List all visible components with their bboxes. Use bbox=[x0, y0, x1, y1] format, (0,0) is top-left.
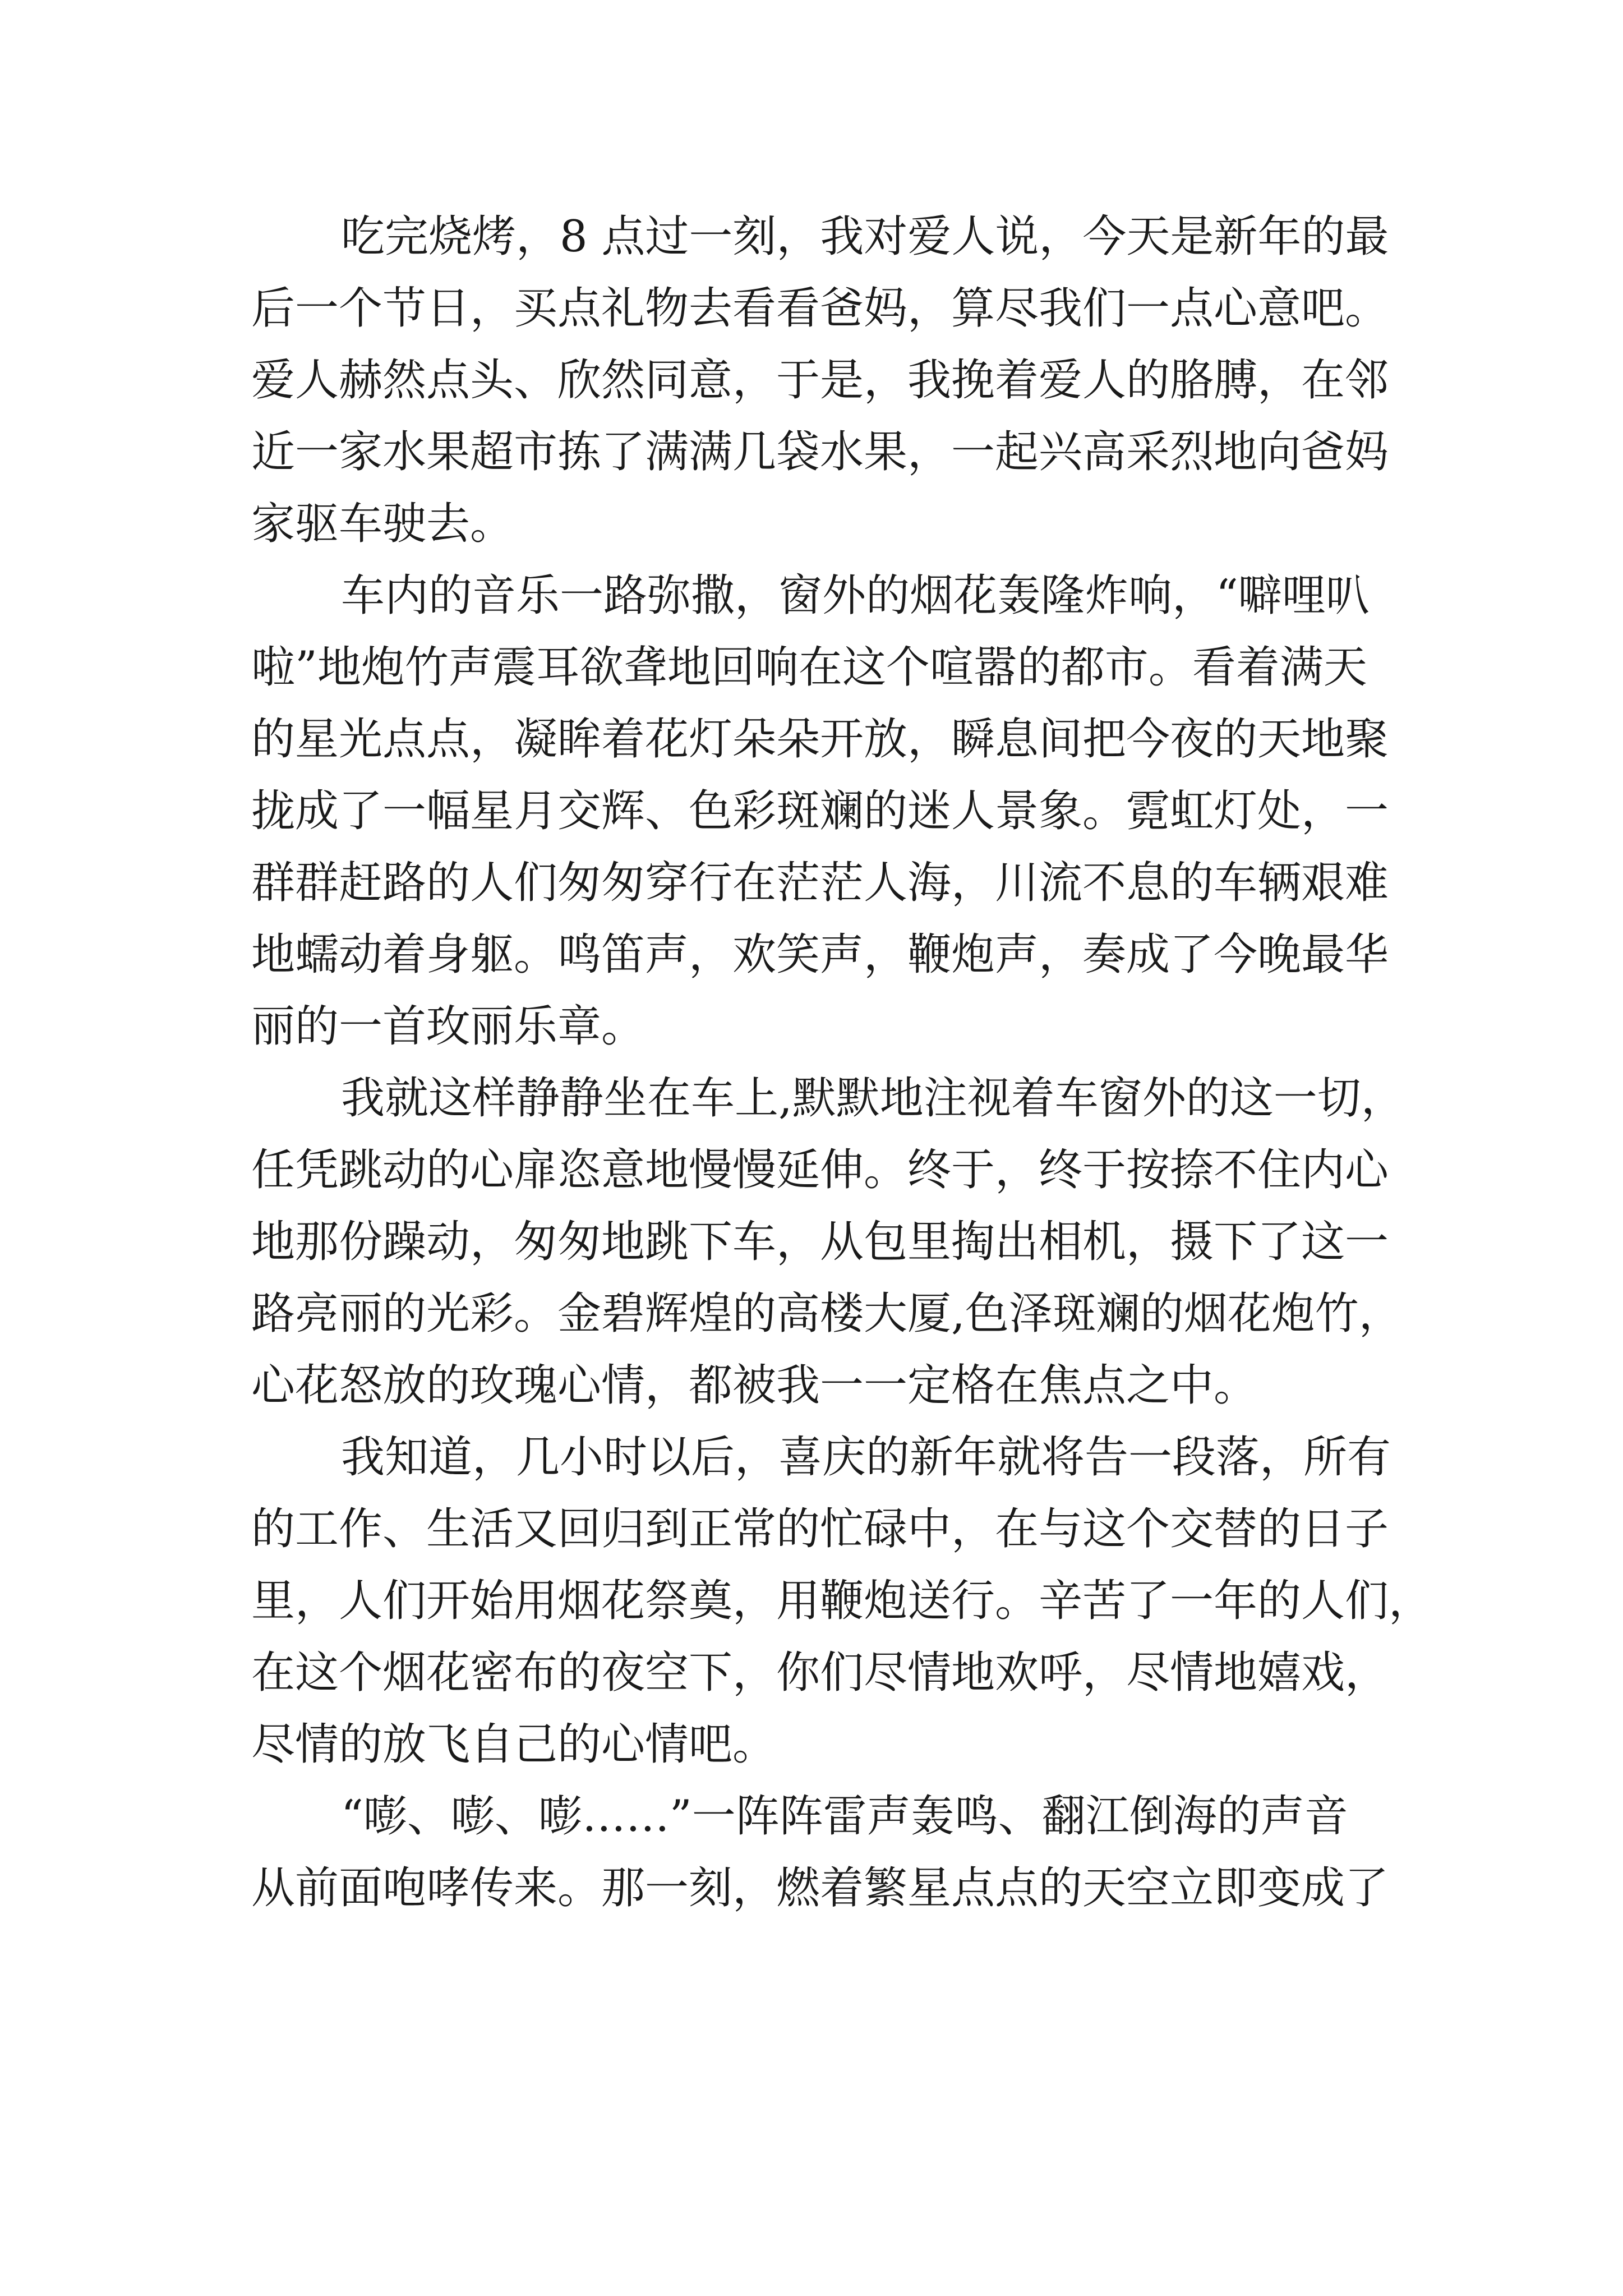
paragraph-4-line-4: 在这个烟花密布的夜空下，你们尽情地欢呼，尽情地嬉戏， bbox=[251, 1648, 1389, 1698]
paragraph-4-line-5: 尽情的放飞自己的心情吧。 bbox=[251, 1719, 777, 1770]
paragraph-2-line-4: 拢成了一幅星月交辉、色彩斑斓的迷人景象。霓虹灯处，一 bbox=[251, 786, 1389, 836]
paragraph-4-line-1: 我知道，几小时以后，喜庆的新年就将告一段落，所有 bbox=[341, 1432, 1391, 1483]
paragraph-1-line-2: 后一个节日，买点礼物去看看爸妈，算尽我们一点心意吧。 bbox=[251, 283, 1389, 334]
paragraph-5-line-1: “嘭、嘭、嘭……”一阵阵雷声轰鸣、翻江倒海的声音 bbox=[341, 1791, 1348, 1842]
paragraph-3-line-2: 任凭跳动的心扉恣意地慢慢延伸。终于，终于按捺不住内心 bbox=[251, 1145, 1389, 1195]
paragraph-1-line-1: 吃完烧烤，8 点过一刻，我对爱人说，今天是新年的最 bbox=[341, 211, 1389, 262]
paragraph-3-line-5: 心花怒放的玫瑰心情，都被我一一定格在焦点之中。 bbox=[251, 1360, 1258, 1411]
paragraph-3-line-3: 地那份躁动，匆匆地跳下车，从包里掏出相机，摄下了这一 bbox=[251, 1217, 1389, 1267]
paragraph-1-line-5: 家驱车驶去。 bbox=[251, 499, 514, 549]
paragraph-2-line-6: 地蠕动着身躯。鸣笛声，欢笑声，鞭炮声，奏成了今晚最华 bbox=[251, 930, 1389, 980]
paragraph-4-line-2: 的工作、生活又回归到正常的忙碌中，在与这个交替的日子 bbox=[251, 1504, 1389, 1554]
document-body bbox=[251, 201, 1433, 1924]
paragraph-4-line-3: 里，人们开始用烟花祭奠，用鞭炮送行。辛苦了一年的人们， bbox=[251, 1576, 1433, 1626]
paragraph-2-line-5: 群群赶路的人们匆匆穿行在茫茫人海，川流不息的车辆艰难 bbox=[251, 858, 1389, 908]
paragraph-1-line-3: 爱人赫然点头、欣然同意，于是，我挽着爱人的胳膊，在邻 bbox=[251, 355, 1389, 406]
paragraph-1-line-4: 近一家水果超市拣了满满几袋水果，一起兴高采烈地向爸妈 bbox=[251, 427, 1389, 477]
paragraph-2-line-1: 车内的音乐一路弥撒，窗外的烟花轰隆炸响，“噼哩叭 bbox=[341, 570, 1370, 621]
paragraph-3-line-4: 路亮丽的光彩。金碧辉煌的高楼大厦,色泽斑斓的烟花炮竹， bbox=[251, 1289, 1403, 1339]
paragraph-5-line-2: 从前面咆哮传来。那一刻，燃着繁星点点的天空立即变成了 bbox=[251, 1863, 1389, 1913]
paragraph-3-line-1: 我就这样静静坐在车上,默默地注视着车窗外的这一切， bbox=[341, 1073, 1405, 1124]
paragraph-2-line-3: 的星光点点，凝眸着花灯朵朵开放，瞬息间把今夜的天地聚 bbox=[251, 714, 1389, 765]
paragraph-2-line-2: 啦”地炮竹声震耳欲聋地回响在这个喧嚣的都市。看着满天 bbox=[251, 642, 1367, 693]
paragraph-2-line-7: 丽的一首玫丽乐章。 bbox=[251, 1001, 645, 1052]
